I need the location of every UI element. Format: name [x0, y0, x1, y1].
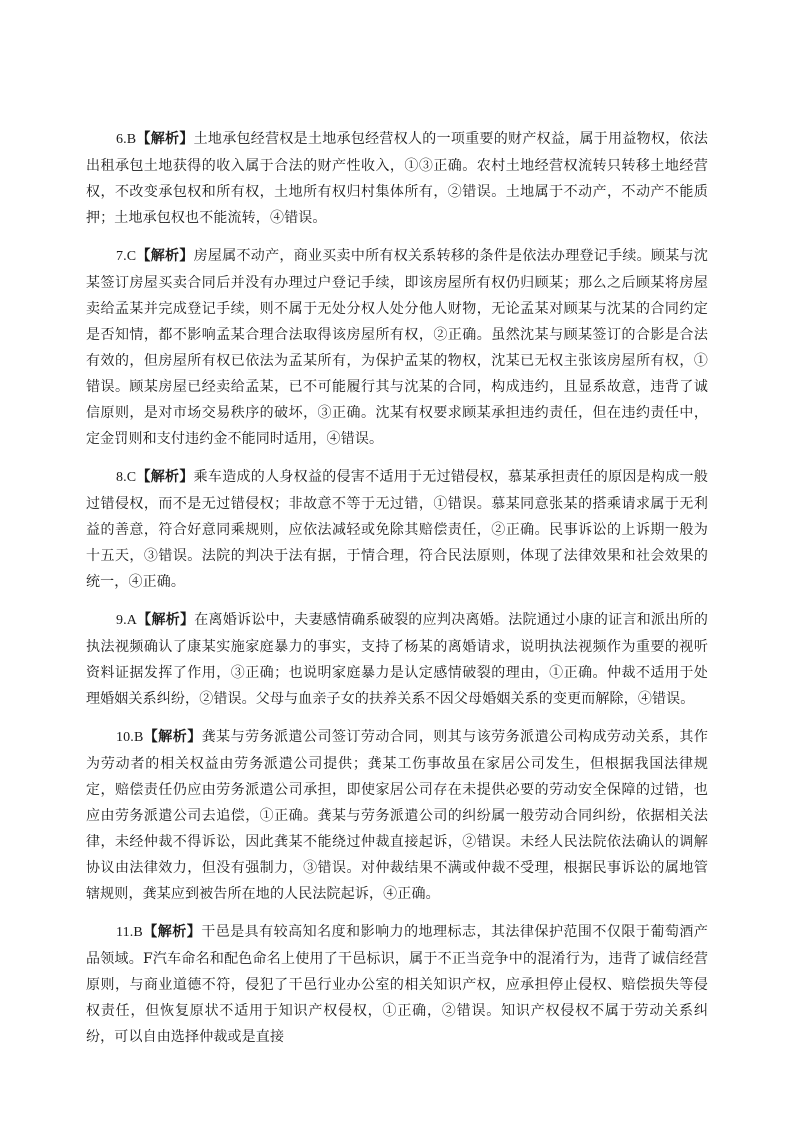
answer-paragraph-7 — [86, 243, 708, 452]
analysis-tag: 【解析】 — [136, 469, 194, 485]
question-number: 8.C — [116, 470, 137, 485]
analysis-text: 干邑是具有较高知名度和影响力的地理标志，其法律保护范围不仅限于葡萄酒产品领域。F汽车命名和配色命名上使用了干邑标识，属于不正当竞争中的混淆行为，违背了诚信经营原则，与商业道德不符，侵犯了干邑行业办公室的相关知识产权，应承担停止侵权、赔偿损失等侵权责任，但恢复原状不适用于知识产权侵权，①正确，②错误。知识产权侵权不属于劳动关系纠纷，可以自由选择仲裁或是直接 — [86, 924, 708, 1045]
analysis-text: 乘车造成的人身权益的侵害不适用于无过错侵权，慕某承担责任的原因是构成一般过错侵权，而不是无过错侵权；非故意不等于无过错，①错误。慕某同意张某的搭乘请求属于无利益的善意，符合好意同乘规则，应依法减轻或免除其赔偿责任，②正确。民事诉讼的上诉期一般为十五天，③错误。法院的判决于法有据，于情合理，符合民法原则，体现了法律效果和社会效果的统一，④正确。 — [86, 469, 708, 590]
answer-paragraph-11 — [86, 919, 708, 1050]
answer-paragraph-9 — [86, 607, 708, 712]
question-number: 6.B — [116, 132, 137, 147]
analysis-tag: 【解析】 — [143, 729, 202, 745]
question-number: 11.B — [116, 925, 143, 940]
analysis-text: 土地承包经营权是土地承包经营权人的一项重要的财产权益，属于用益物权，依法出租承包土地获得的收入属于合法的财产性收入，①③正确。农村土地经营权流转只转移土地经营权，不改变承包权和所有权，土地所有权归村集体所有，②错误。土地属于不动产，不动产不能质押；土地承包权也不能流转，④错误。 — [86, 131, 708, 226]
analysis-text: 在离婚诉讼中，夫妻感情确系破裂的应判决离婚。法院通过小康的证言和派出所的执法视频确认了康某实施家庭暴力的事实，支持了杨某的离婚请求，说明执法视频作为重要的视听资料证据发挥了作用，③正确；也说明家庭暴力是认定感情破裂的理由，①正确。仲裁不适用于处理婚姻关系纠纷，②错误。父母与血亲子女的扶养关系不因父母婚姻关系的变更而解除，④错误。 — [86, 612, 708, 707]
analysis-tag: 【解析】 — [136, 131, 194, 147]
question-number: 9.A — [116, 613, 138, 628]
question-number: 10.B — [116, 730, 144, 745]
analysis-text: 龚某与劳务派遣公司签订劳动合同，则其与该劳务派遣公司构成劳动关系，其作为劳动者的相关权益由劳务派遣公司提供；龚某工伤事故虽在家居公司发生，但根据我国法律规定，赔偿责任仍应由劳务派遣公司承担，即使家居公司存在未提供必要的劳动安全保障的过错，也应由劳务派遣公司去追偿，①正确。龚某与劳务派遣公司的纠纷属一般劳动合同纠纷，依据相关法律，未经仲裁不得诉讼，因此龚某不能绕过仲裁直接起诉，②错误。未经人民法院依法确认的调解协议由法律效力，但没有强制力，③错误。对仲裁结果不满或仲裁不受理，根据民事诉讼的属地管辖规则，龚某应到被告所在地的人民法院起诉，④正确。 — [86, 729, 708, 902]
answer-paragraph-8 — [86, 464, 708, 595]
question-number: 7.C — [116, 249, 137, 264]
answer-paragraph-10 — [86, 724, 708, 907]
analysis-text: 房屋属不动产，商业买卖中所有权关系转移的条件是依法办理登记手续。顾某与沈某签订房屋买卖合同后并没有办理过户登记手续，即该房屋所有权仍归顾某；那么之后顾某将房屋卖给孟某并完成登记手续，则不属于无处分权人处分他人财物，无论孟某对顾某与沈某的合同约定是否知情，都不影响孟某合理合法取得该房屋所有权，②正确。虽然沈某与顾某签订的合影是合法有效的，但房屋所有权已依法为孟某所有，为保护孟某的物权，沈某已无权主张该房屋所有权，①错误。顾某房屋已经卖给孟某，已不可能履行其与沈某的合同，构成违约，且显系故意，违背了诚信原则，是对市场交易秩序的破坏，③正确。沈某有权要求顾某承担违约责任，但在违约责任中，定金罚则和支付违约金不能同时适用，④错误。 — [86, 248, 708, 447]
answer-paragraph-6 — [86, 126, 708, 231]
analysis-tag: 【解析】 — [142, 924, 202, 940]
analysis-tag: 【解析】 — [136, 248, 194, 264]
analysis-tag: 【解析】 — [137, 612, 195, 628]
